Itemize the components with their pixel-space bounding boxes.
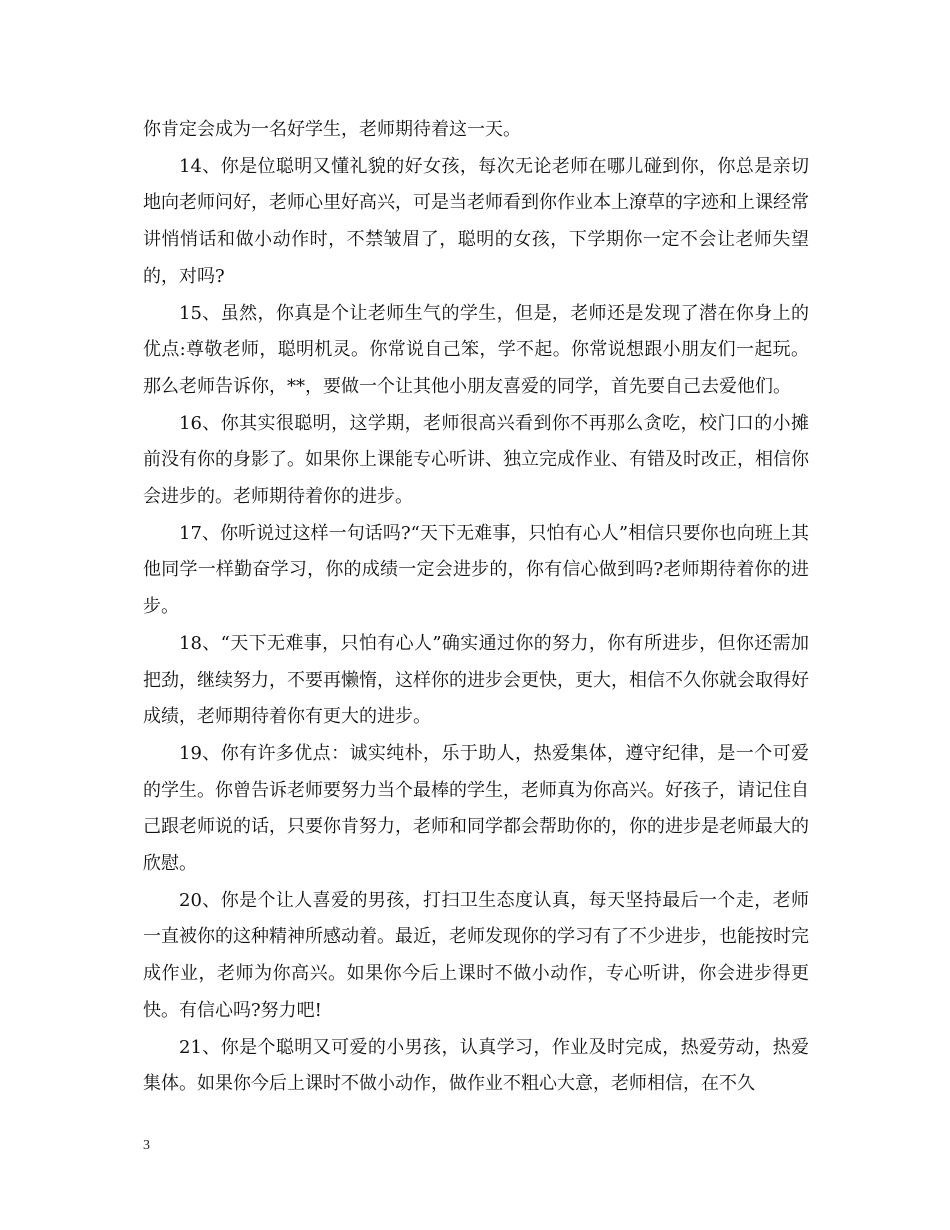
page-number: 3 [143,1138,150,1153]
paragraph-17: 17、你听说过这样一句话吗?“天下无难事，只怕有心人”相信只要你也向班上其他同学一样勤奋学习，你的成绩一定会进步的，你有信心做到吗?老师期待着你的进步。 [143,522,809,618]
paragraph-21: 21、你是个聪明又可爱的小男孩，认真学习，作业及时完成，热爱劳动，热爱集体。如果你今后上课时不做小动作，做作业不粗心大意，老师相信，在不久 [143,1036,809,1095]
body-text [143,112,809,1103]
paragraph-14: 14、你是位聪明又懂礼貌的好女孩，每次无论老师在哪儿碰到你，你总是亲切地向老师问好，老师心里好高兴，可是当老师看到你作业本上潦草的字迹和上课经常讲悄悄话和做小动作时，不禁皱眉了，聪明的女孩，下学期你一定不会让老师失望的，对吗? [143,155,809,287]
paragraph-19: 19、你有许多优点：诚实纯朴，乐于助人，热爱集体，遵守纪律，是一个可爱的学生。你曾告诉老师要努力当个最棒的学生，老师真为你高兴。好孩子，请记住自己跟老师说的话，只要你肯努力，老师和同学都会帮助你的，你的进步是老师最大的欣慰。 [143,742,809,875]
paragraph-18: 18、“天下无难事，只怕有心人”确实通过你的努力，你有所进步，但你还需加把劲，继续努力，不要再懒惰，这样你的进步会更快，更大，相信不久你就会取得好成绩，老师期待着你有更大的进步。 [143,632,809,728]
paragraph-continuation: 你肯定会成为一名好学生，老师期待着这一天。 [143,119,521,140]
paragraph-15: 15、虽然，你真是个让老师生气的学生，但是，老师还是发现了潜在你身上的优点:尊敬老师，聪明机灵。你常说自己笨，学不起。你常说想跟小朋友们一起玩。那么老师告诉你，**，要做一个让其他小朋友喜爱的同学，首先要自己去爱他们。 [143,302,809,397]
paragraph-16: 16、你其实很聪明，这学期，老师很高兴看到你不再那么贪吃，校门口的小摊前没有你的身影了。如果你上课能专心听讲、独立完成作业、有错及时改正，相信你会进步的。老师期待着你的进步。 [143,412,809,508]
paragraph-20: 20、你是个让人喜爱的男孩，打扫卫生态度认真，每天坚持最后一个走，老师一直被你的这种精神所感动着。最近，老师发现你的学习有了不少进步，也能按时完成作业，老师为你高兴。如果你今后上课时不做小动作，专心听讲，你会进步得更快。有信心吗?努力吧! [143,889,809,1021]
